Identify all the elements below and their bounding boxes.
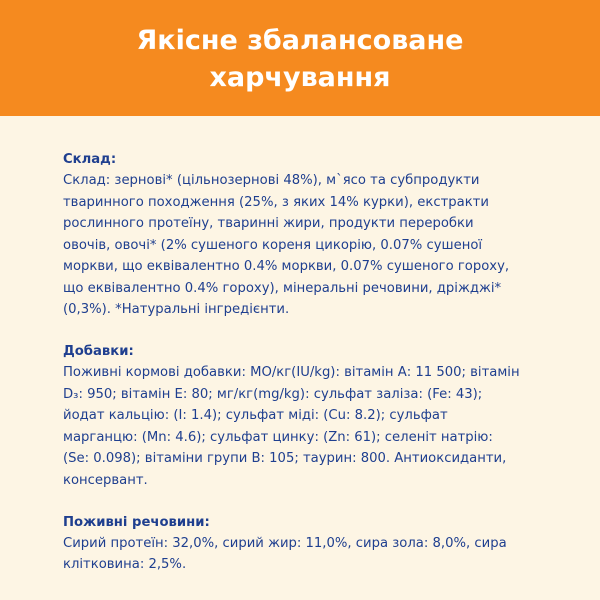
nutrients-line: клітковина: 2,5%.	[63, 557, 187, 572]
ingredients-content	[63, 149, 543, 596]
composition-line: рослинного протеїну, тваринні жири, продукти переробки	[63, 216, 474, 231]
composition-line: овочів, овочі* (2% сушеного кореня цикорію, 0.07% сушеної	[63, 237, 483, 253]
nutrients-line: Сирий протеїн: 32,0%, сирий жир: 11,0%, сира зола: 8,0%, сира	[63, 535, 507, 551]
composition-title: Склад:	[63, 152, 117, 167]
additives-section	[63, 341, 543, 491]
additives-title: Добавки:	[63, 344, 134, 359]
additives-line: (Se: 0.098); вітаміни групи В: 105; таурин: 800. Антиоксиданти,	[63, 451, 507, 466]
composition-section	[63, 149, 543, 321]
composition-line: Склад: зернові* (цільнозернові 48%), м`ясо та субпродукти	[63, 173, 480, 188]
composition-line: моркви, що еквівалентно 0.4% моркви, 0.07% сушеного гороху,	[63, 259, 510, 274]
additives-line: консервант.	[63, 472, 148, 488]
composition-line: (0,3%). *Натуральні інгредієнти.	[63, 302, 290, 317]
header-title-line-2: харчування	[209, 62, 391, 93]
additives-line: Поживні кормові добавки: МО/кг(IU/kg): вітамін А: 11 500; вітамін	[63, 365, 520, 380]
additives-line: марганцю: (Mn: 4.6); сульфат цинку: (Zn: 61); селеніт натрію:	[63, 429, 493, 445]
nutrients-section	[63, 512, 543, 576]
header-banner	[0, 0, 600, 116]
additives-line: йодат кальцію: (I: 1.4); сульфат міді: (Cu: 8.2); сульфат	[63, 408, 448, 423]
header-title-line-1: Якісне збалансоване	[136, 25, 464, 56]
additives-line: D₃: 950; вітамін Е: 80; мг/кг(mg/kg): сульфат заліза: (Fe: 43);	[63, 386, 483, 402]
composition-line: що еквівалентно 0.4% гороху), мінеральні речовини, дріжджі*	[63, 280, 502, 296]
composition-line: тваринного походження (25%, з яких 14% курки), екстракти	[63, 194, 489, 210]
nutrients-title: Поживні речовини:	[63, 514, 210, 530]
